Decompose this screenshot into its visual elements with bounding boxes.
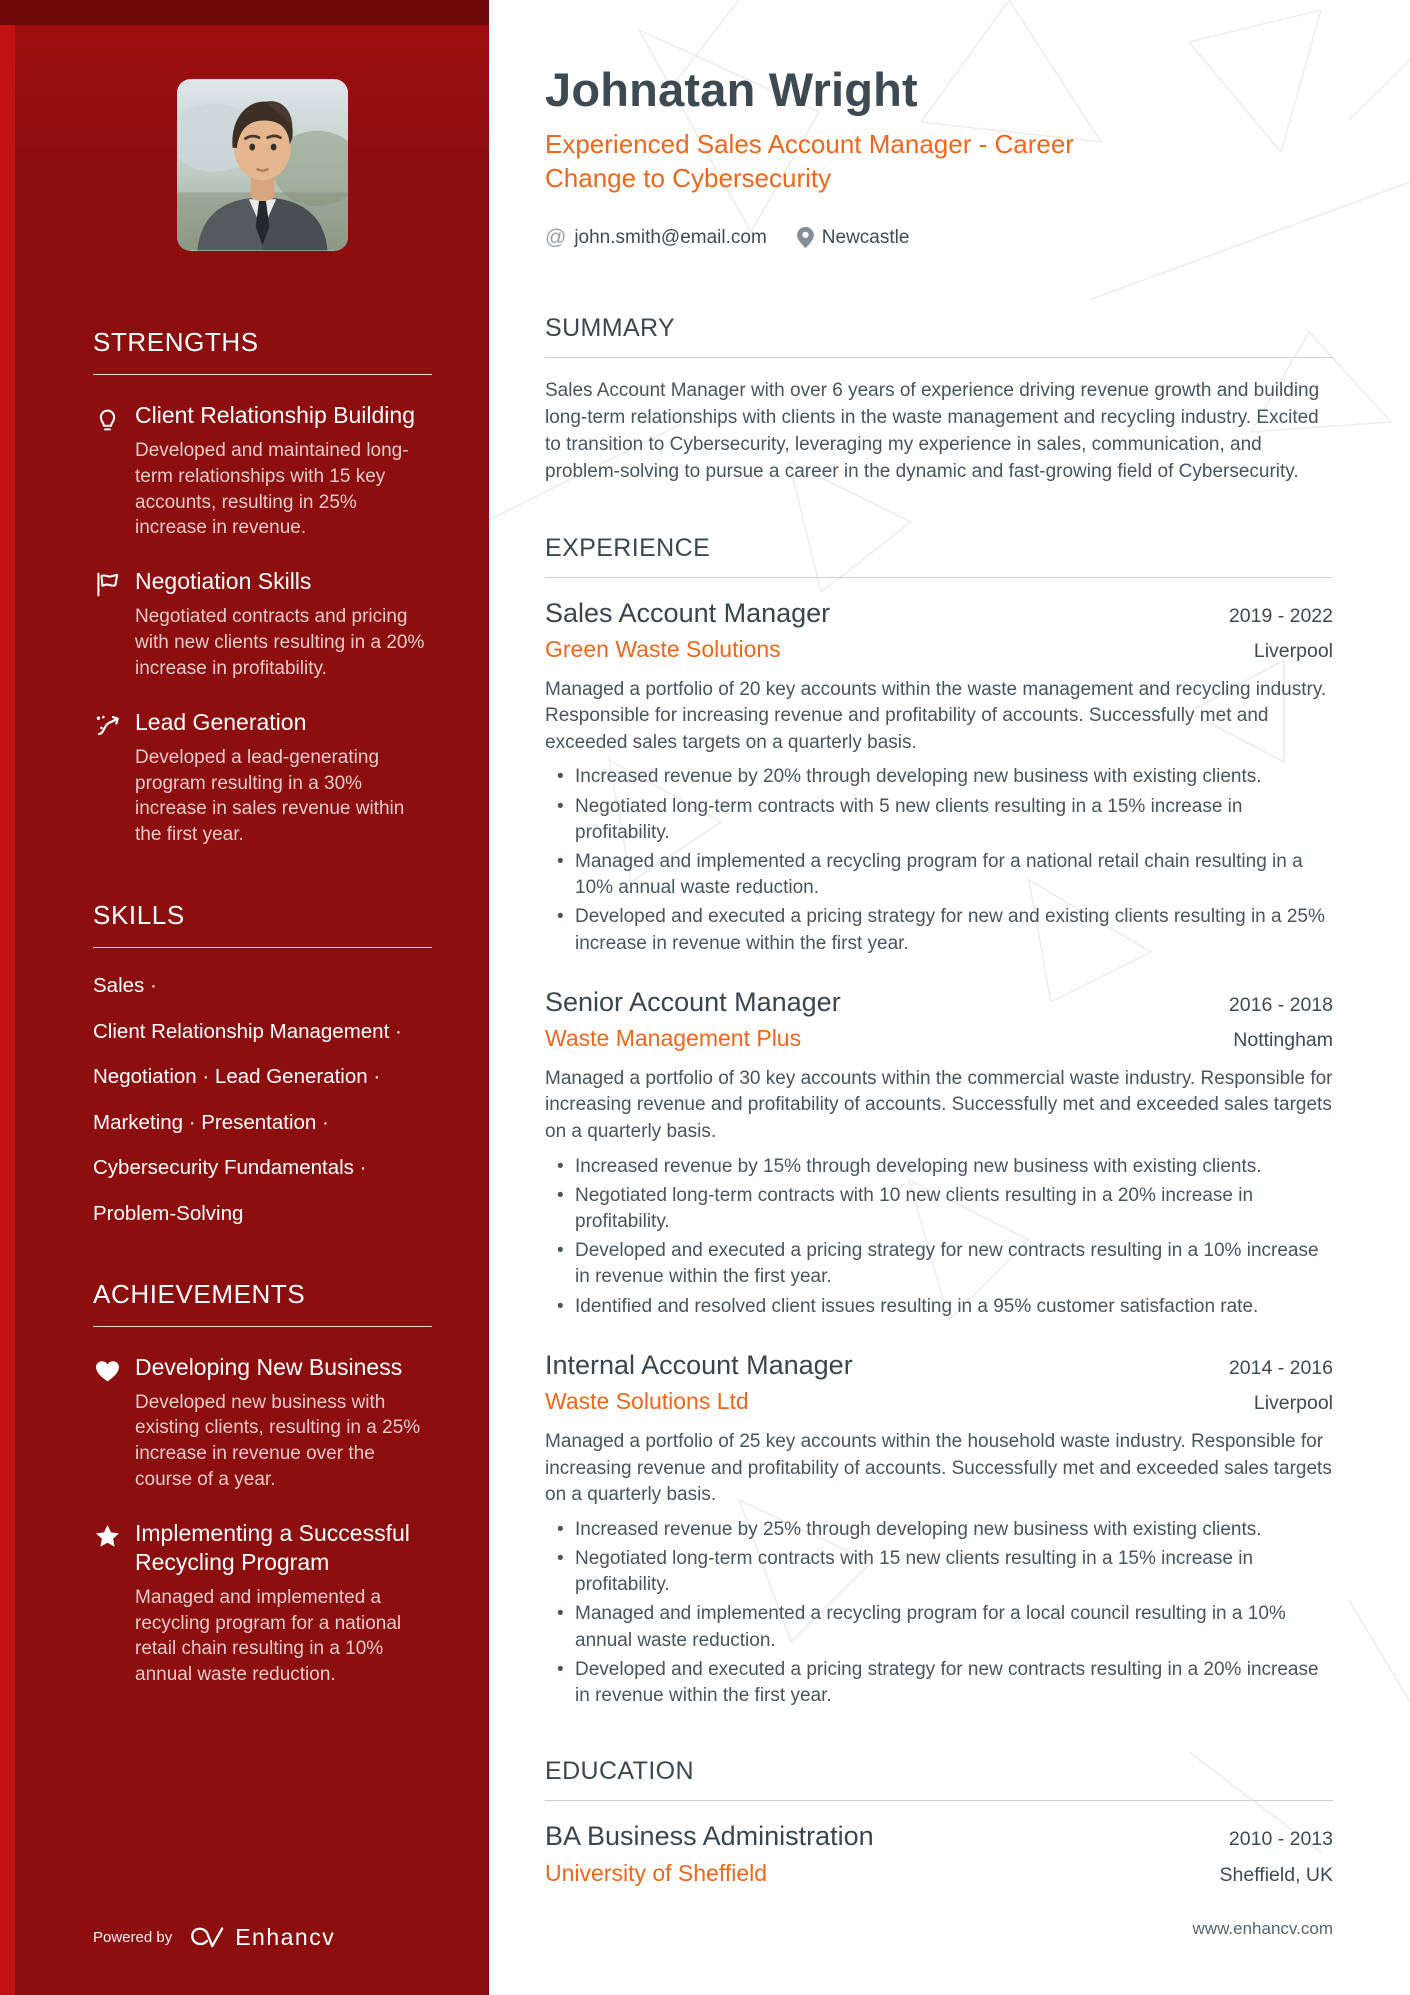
website-url[interactable]: www.enhancv.com [1192, 1919, 1333, 1938]
skills-heading: SKILLS [93, 900, 432, 948]
skill-item: Client Relationship Management · [93, 1019, 402, 1043]
job-dates: 2014 - 2016 [1228, 1356, 1333, 1379]
strength-text: Developed and maintained long-term relationships with 15 key accounts, resulting in 25% increase in revenue. [135, 439, 409, 539]
main-column [489, 0, 1410, 1995]
job-bullet: • Managed and implemented a recycling program for a local council resulting in a 10% annual waste reduction. [545, 1601, 1333, 1653]
pin-icon [797, 227, 814, 248]
star-icon [93, 1519, 122, 1688]
route-icon [93, 708, 122, 848]
skill-item: Marketing · Presentation · [93, 1110, 329, 1134]
job-location: Liverpool [1253, 639, 1333, 662]
enhancv-brand [188, 1924, 335, 1951]
job-description: Managed a portfolio of 20 key accounts within the waste management and recycling industry. Responsible for increasing revenue and profitability of accounts. Successfully met and exceeded sales targets on a quarterly basis. [545, 678, 1327, 753]
job-description: Managed a portfolio of 25 key accounts within the household waste industry. Responsible for increasing revenue and profitability of accounts. Successfully met and exceeded sales targets on a quarterly basis. [545, 1430, 1332, 1506]
profile-photo [177, 79, 348, 251]
strengths-heading: STRENGTHS [93, 327, 432, 375]
skills-section [93, 900, 432, 1227]
location-item [797, 227, 910, 249]
experience-section [545, 534, 1333, 1710]
education-heading: EDUCATION [545, 1757, 1333, 1801]
heart-icon [93, 1353, 122, 1493]
skill-item: Sales · [93, 974, 157, 998]
achievement-item [93, 1353, 432, 1493]
job-location: Liverpool [1253, 1391, 1333, 1414]
profile-photo-illustration [177, 79, 348, 251]
job-entry [545, 987, 1333, 1320]
summary-text: Sales Account Manager with over 6 years of experience driving revenue growth and building long-term relationships with clients in the waste management and recycling industry. Excited to transition to Cybersecurity, leveraging my experience in sales, communication, and problem-solving to pursue a career in the dynamic and fast-growing field of Cybersecurity. [545, 379, 1320, 482]
skill-item: Problem-Solving [93, 1201, 244, 1225]
job-bullet: • Developed and executed a pricing strategy for new contracts resulting in a 10% increase in revenue within the first year. [545, 1238, 1333, 1290]
strength-item [93, 567, 432, 681]
candidate-headline: Experienced Sales Account Manager - Career Change to Cybersecurity [545, 129, 1074, 194]
job-bullet: • Developed and executed a pricing strategy for new and existing clients resulting in a 25% increase in revenue within the first year. [545, 904, 1333, 956]
job-company: Waste Management Plus [545, 1024, 802, 1051]
education-dates: 2010 - 2013 [1228, 1828, 1333, 1851]
job-dates: 2019 - 2022 [1228, 604, 1333, 627]
email-value[interactable]: john.smith@email.com [574, 226, 767, 248]
job-title: Senior Account Manager [545, 986, 841, 1017]
contact-row [545, 226, 1333, 250]
job-company: Waste Solutions Ltd [545, 1387, 749, 1414]
location-value: Newcastle [821, 226, 910, 248]
job-bullets [545, 764, 1333, 957]
strength-text: Negotiated contracts and pricing with new clients resulting in a 20% increase in profitability. [135, 606, 425, 679]
achievement-title: Developing New Business [135, 1353, 403, 1380]
achievement-text: Managed and implemented a recycling program for a national retail chain resulting in a 10% annual waste reduction. [135, 1586, 402, 1686]
candidate-name: Johnatan Wright [545, 63, 918, 116]
job-bullet: • Developed and executed a pricing strategy for new contracts resulting in a 20% increase in revenue within the first year. [545, 1657, 1333, 1709]
job-description: Managed a portfolio of 30 key accounts within the commercial waste industry. Responsible for increasing revenue and profitability of accounts. Successfully met and exceeded sales targets on a quarterly basis. [545, 1067, 1333, 1142]
enhancv-brand-name: Enhancv [235, 1924, 336, 1950]
strength-title: Client Relationship Building [135, 402, 415, 428]
at-icon: @ [545, 225, 567, 249]
skill-item: Cybersecurity Fundamentals · [93, 1156, 367, 1180]
education-degree: BA Business Administration [545, 1821, 874, 1852]
job-title: Sales Account Manager [545, 597, 831, 628]
job-location: Nottingham [1233, 1028, 1333, 1051]
achievements-section [93, 1279, 432, 1689]
powered-by-label: Powered by [93, 1929, 173, 1946]
summary-heading: SUMMARY [545, 314, 1333, 358]
achievement-title: Implementing a Successful Recycling Program [135, 1519, 410, 1575]
education-location: Sheffield, UK [1219, 1864, 1333, 1887]
achievement-text: Developed new business with existing clients, resulting in a 25% increase in revenue over the course of a year. [135, 1391, 421, 1491]
job-entry [545, 1350, 1333, 1709]
strength-item [93, 401, 432, 541]
job-bullet: • Identified and resolved client issues resulting in a 95% customer satisfaction rate. [545, 1294, 1333, 1320]
education-section [545, 1757, 1333, 1887]
experience-heading: EXPERIENCE [545, 534, 1333, 578]
job-bullet: • Negotiated long-term contracts with 15 new clients resulting in a 15% increase in profitability. [545, 1546, 1333, 1598]
job-entry [545, 598, 1333, 957]
top-band [0, 0, 489, 25]
job-bullets [545, 1517, 1333, 1710]
job-bullet: • Managed and implemented a recycling program for a national retail chain resulting in a 10% annual waste reduction. [545, 849, 1333, 901]
email-item[interactable] [545, 226, 767, 250]
job-bullet: • Increased revenue by 20% through developing new business with existing clients. [545, 764, 1333, 790]
strength-title: Negotiation Skills [135, 568, 312, 595]
achievements-heading: ACHIEVEMENTS [93, 1279, 432, 1327]
summary-section [545, 314, 1333, 486]
strength-item [93, 708, 432, 848]
achievement-item [93, 1519, 432, 1688]
strength-title: Lead Generation [135, 708, 307, 735]
job-bullet: • Negotiated long-term contracts with 10 new clients resulting in a 20% increase in profitability. [545, 1183, 1333, 1235]
job-bullet: • Increased revenue by 15% through developing new business with existing clients. [545, 1154, 1333, 1180]
job-bullets [545, 1154, 1333, 1320]
sidebar [0, 0, 489, 1995]
enhancv-logo-icon [188, 1924, 226, 1951]
job-bullet: • Negotiated long-term contracts with 5 new clients resulting in a 15% increase in profitability. [545, 794, 1333, 846]
strengths-section [93, 327, 432, 848]
sidebar-footer [93, 1924, 335, 1951]
skill-item: Negotiation · Lead Generation · [93, 1065, 381, 1089]
education-school: University of Sheffield [545, 1860, 768, 1887]
job-dates: 2016 - 2018 [1228, 993, 1333, 1016]
strength-text: Developed a lead-generating program resulting in a 30% increase in sales revenue within the first year. [135, 746, 405, 846]
job-bullet: • Increased revenue by 25% through developing new business with existing clients. [545, 1517, 1333, 1543]
lightbulb-icon [93, 401, 122, 541]
flag-icon [93, 567, 122, 681]
job-title: Internal Account Manager [545, 1349, 853, 1380]
job-company: Green Waste Solutions [545, 635, 781, 662]
